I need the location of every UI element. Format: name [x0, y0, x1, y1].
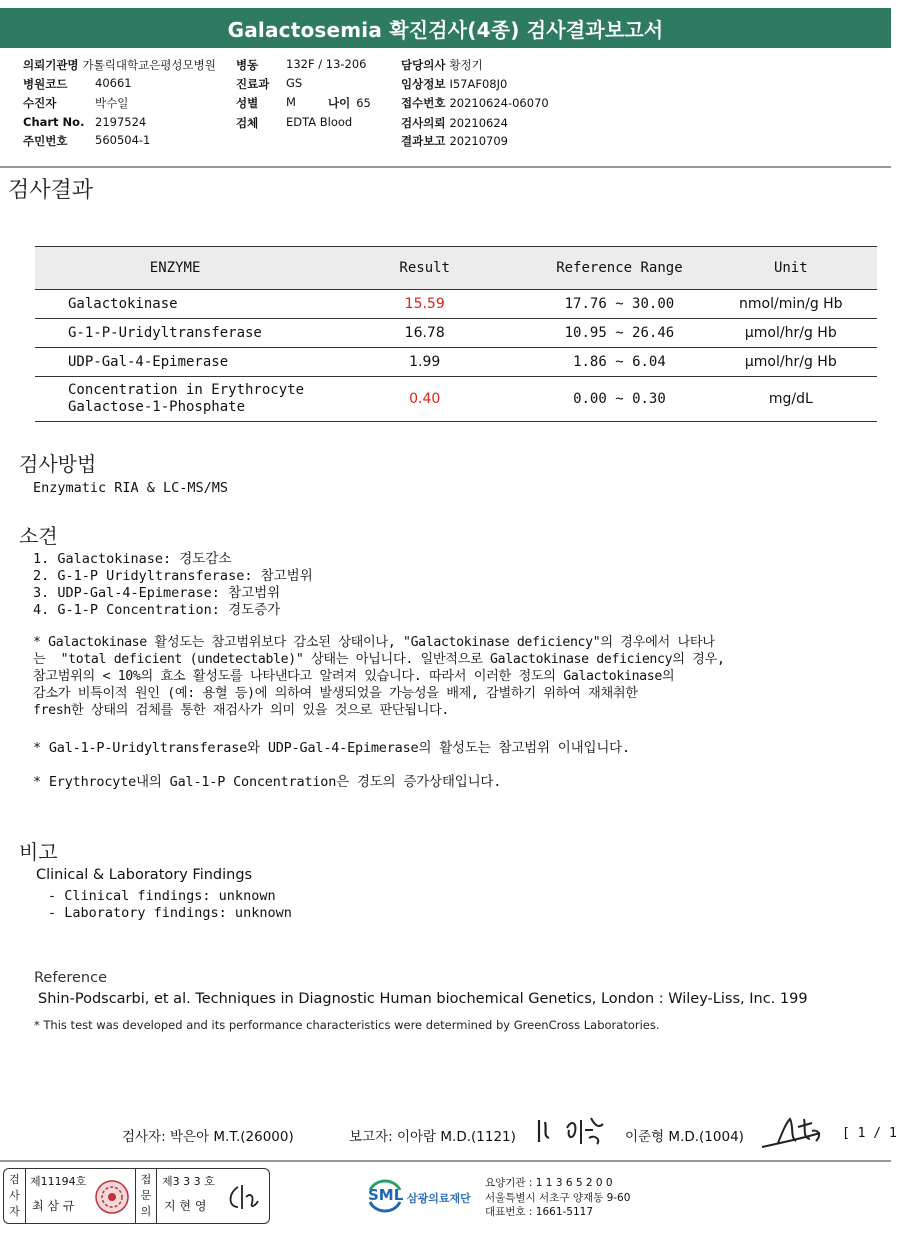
patient-header — [0, 54, 891, 168]
handwritten-signature-2 — [760, 1113, 828, 1153]
hdr-clinical-info: 임상정보 I57AF08J0 — [401, 77, 508, 91]
enzyme-name — [35, 377, 315, 422]
unit: nmol/min/g Hb — [705, 290, 877, 319]
reference-range: 1.86 ~ 6.04 — [534, 348, 704, 377]
para-line: 참고범위의 < 10%의 효소 활성도를 나타낸다고 알려져 있습니다. 따라서 이러한 정도의 Galactokinase의 — [33, 669, 675, 684]
findings-paragraph-2: * Gal-1-P-Uridyltransferase와 UDP-Gal-4-Epimerase의 활성도는 참고범위 이내입니다. — [33, 740, 630, 756]
reporter-signature: 보고자: 이아람 M.D.(1121) — [349, 1129, 516, 1145]
table-row — [35, 348, 877, 377]
stamp1-label: 검사자 — [4, 1169, 26, 1223]
reference-range: 0.00 ~ 0.30 — [534, 377, 704, 422]
reference-heading: Reference — [34, 970, 108, 986]
method-text: Enzymatic RIA & LC-MS/MS — [33, 480, 229, 496]
hdr-department: 진료과 GS — [236, 76, 303, 91]
col-range: Reference Range — [534, 247, 704, 290]
col-unit: Unit — [705, 247, 877, 290]
hdr-request-date: 검사의뢰 20210624 — [401, 116, 508, 130]
logo-text: SML — [368, 1186, 404, 1204]
list-item: 1. Galactokinase: 경도감소 — [33, 551, 232, 567]
result-value: 15.59 — [315, 290, 534, 319]
reporter2-signature: 이준형 M.D.(1004) — [625, 1129, 744, 1145]
list-item: 4. G-1-P Concentration: 경도증가 — [33, 602, 281, 618]
para-line: fresh한 상태의 검체를 통한 재검사가 의미 있을 것으로 판단됩니다. — [33, 703, 449, 718]
hdr-sex: 성별 M — [236, 95, 296, 110]
stamp1-name: 최 삼 규 — [32, 1199, 75, 1213]
unit: mg/dL — [705, 377, 877, 422]
enzyme-name-line1: Concentration in Erythrocyte — [68, 382, 305, 398]
result-value: 16.78 — [315, 319, 534, 348]
hdr-resident-no: 주민번호 560504-1 — [23, 133, 151, 148]
stamp2-name: 지 현 영 — [164, 1199, 207, 1213]
results-heading: 검사결과 — [8, 178, 94, 203]
remarks-heading: 비고 — [19, 840, 58, 864]
table-row — [35, 319, 877, 348]
reference-note: * This test was developed and its performance characteristics were determined by GreenCross Laboratories. — [34, 1018, 660, 1032]
page-indicator: [ 1 / 1 — [842, 1126, 897, 1141]
enzyme-name: G-1-P-Uridyltransferase — [35, 319, 315, 348]
enzyme-name-line2: Galactose-1-Phosphate — [68, 399, 246, 415]
hdr-specimen: 검체 EDTA Blood — [236, 115, 353, 130]
org-info-line: 대표번호 : 1661-5117 — [485, 1206, 594, 1218]
result-value: 1.99 — [315, 348, 534, 377]
table-row — [35, 377, 877, 422]
seal-icon — [94, 1179, 130, 1215]
hdr-ward: 병동 132F / 13-206 — [236, 57, 367, 72]
findings-list — [33, 551, 313, 619]
report-title: Galactosemia 확진검사(4종) 검사결과보고서 — [0, 8, 891, 48]
org-name: 삼광의료재단 — [407, 1192, 471, 1205]
table-row — [35, 290, 877, 319]
method-heading: 검사방법 — [19, 452, 97, 476]
hdr-chart-no: Chart No. 2197524 — [23, 115, 147, 129]
hdr-doctor: 담당의사 황정기 — [401, 58, 483, 72]
stamp1-number: 제11194호 — [30, 1175, 87, 1188]
org-info — [485, 1176, 630, 1220]
hdr-accession-no: 접수번호 20210624-06070 — [401, 96, 549, 110]
enzyme-name: UDP-Gal-4-Epimerase — [35, 348, 315, 377]
findings-heading: 소견 — [19, 524, 58, 548]
reference-citation: Shin-Podscarbi, et al. Techniques in Diagnostic Human biochemical Genetics, London : Wiley-Liss, Inc. 199 — [38, 991, 808, 1007]
unit: μmol/hr/g Hb — [705, 348, 877, 377]
para-line: * Galactokinase 활성도는 참고범위보다 감소된 상태이나, "Galactokinase deficiency"의 경우에서 나타나 — [33, 635, 715, 650]
col-result: Result — [315, 247, 534, 290]
remarks-line: - Laboratory findings: unknown — [48, 905, 292, 921]
tester-signature: 검사자: 박은아 M.T.(26000) — [122, 1129, 294, 1145]
table-header-row — [35, 247, 877, 290]
findings-paragraph-1 — [33, 634, 725, 719]
unit: μmol/hr/g Hb — [705, 319, 877, 348]
results-table — [35, 246, 877, 422]
hdr-patient: 수진자 박수일 — [23, 96, 129, 110]
remarks-subheading: Clinical & Laboratory Findings — [36, 867, 253, 883]
list-item: 2. G-1-P Uridyltransferase: 참고범위 — [33, 568, 313, 584]
org-info-line: 요양기관 : 1 1 3 6 5 2 0 0 — [485, 1177, 613, 1189]
remarks-line: - Clinical findings: unknown — [48, 888, 276, 904]
handwritten-signature-3 — [224, 1181, 260, 1213]
stamp2-label: 접문의 — [135, 1169, 157, 1223]
hdr-age: 나이 65 — [328, 96, 371, 110]
org-info-line: 서울특별시 서초구 양재동 9-60 — [485, 1191, 631, 1204]
reference-range: 17.76 ~ 30.00 — [534, 290, 704, 319]
footer — [0, 1160, 891, 1233]
enzyme-name: Galactokinase — [35, 290, 315, 319]
stamp2-number: 제3 3 3 호 — [162, 1175, 215, 1188]
hdr-report-date: 결과보고 20210709 — [401, 134, 508, 148]
para-line: 감소가 비특이적 원인 (예: 용혈 등)에 의하여 발생되었을 가능성을 배제, 감별하기 위하여 재채취한 — [33, 686, 638, 701]
result-value: 0.40 — [315, 377, 534, 422]
certification-stamps — [3, 1168, 270, 1224]
handwritten-signature-1 — [533, 1112, 608, 1148]
hdr-hospital-code: 병원코드 40661 — [23, 76, 132, 91]
findings-paragraph-3: * Erythrocyte내의 Gal-1-P Concentration은 경도의 증가상태입니다. — [33, 774, 502, 790]
list-item: 3. UDP-Gal-4-Epimerase: 참고범위 — [33, 585, 281, 601]
col-enzyme: ENZYME — [35, 247, 315, 290]
reference-range: 10.95 ~ 26.46 — [534, 319, 704, 348]
para-line: 는 "total deficient (undetectable)" 상태는 아닙니다. 일반적으로 Galactokinase deficiency의 경우, — [33, 652, 725, 667]
hdr-institution: 의뢰기관명 가톨릭대학교은평성모병원 — [23, 58, 216, 72]
